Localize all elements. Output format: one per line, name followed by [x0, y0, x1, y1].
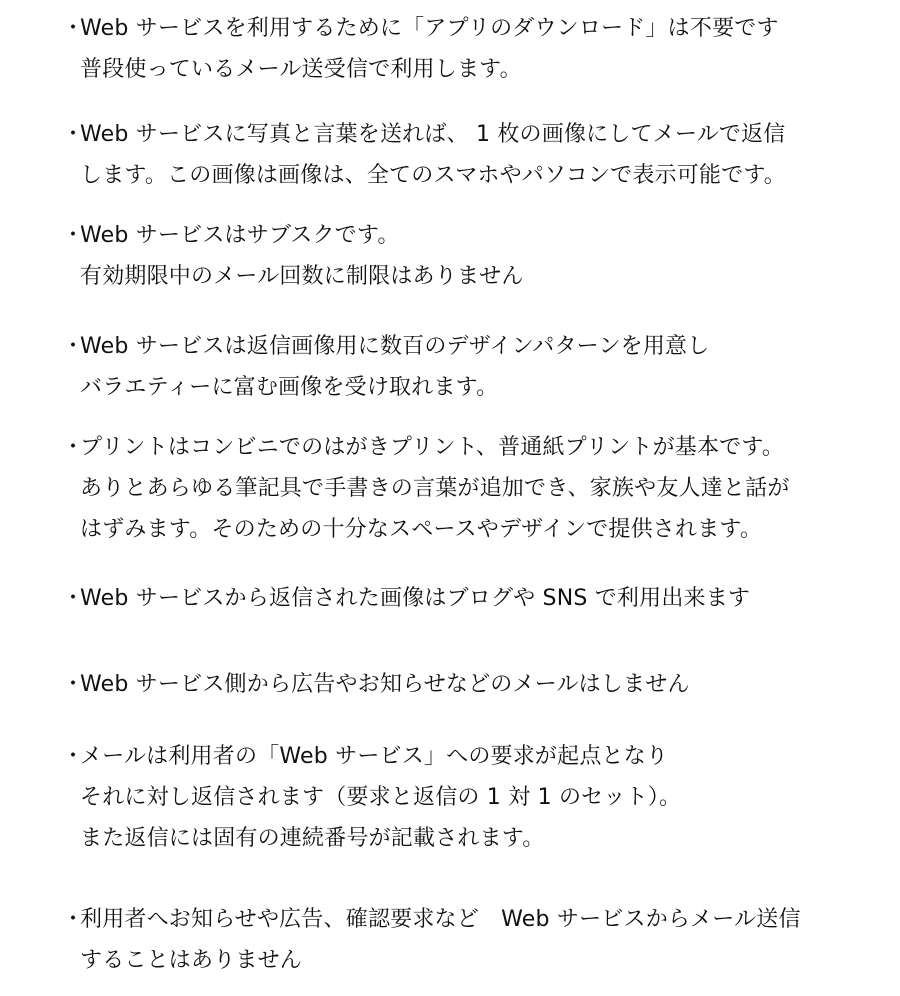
- list-item: [62, 326, 862, 408]
- list-item: [62, 215, 862, 297]
- item-text-line: バラエティーに富む画像を受け取れます。: [80, 375, 499, 400]
- item-text-line: Web サービスに写真と言葉を送れば、 1 枚の画像にしてメールで返信: [80, 122, 786, 147]
- bullet-glyph: ・: [62, 744, 85, 769]
- item-text-line: 普段使っているメール送受信で利用します。: [80, 57, 522, 82]
- item-text-line: それに対し返信されます（要求と返信の 1 対 1 のセット）。: [80, 785, 682, 810]
- item-text-line: Web サービス側から広告やお知らせなどのメールはしません: [80, 672, 690, 697]
- item-text-line: はずみます。そのための十分なスペースやデザインで提供されます。: [80, 517, 763, 542]
- bullet-glyph: ・: [62, 435, 85, 460]
- item-text-line: します。この画像は画像は、全てのスマホやパソコンで表示可能です。: [80, 163, 787, 188]
- item-text-line: 有効期限中のメール回数に制限はありません: [80, 264, 524, 289]
- list-item: [62, 8, 862, 90]
- list-item: [62, 427, 862, 550]
- item-text-line: することはありません: [80, 948, 303, 973]
- item-text-line: メールは利用者の「Web サービス」への要求が起点となり: [80, 744, 669, 769]
- list-item: [62, 664, 862, 705]
- bullet-glyph: ・: [62, 672, 85, 697]
- bullet-glyph: ・: [62, 586, 85, 611]
- item-text-line: Web サービスは返信画像用に数百のデザインパターンを用意し: [80, 334, 710, 359]
- list-item: [62, 114, 862, 196]
- list-item: [62, 736, 862, 859]
- list-item: [62, 899, 862, 981]
- item-text-line: 利用者へお知らせや広告、確認要求など Web サービスからメール送信: [80, 907, 801, 932]
- item-text-line: Web サービスはサブスクです。: [80, 223, 400, 248]
- bullet-glyph: ・: [62, 907, 85, 932]
- item-text-line: Web サービスから返信された画像はブログや SNS で利用出来ます: [80, 586, 751, 611]
- bullet-glyph: ・: [62, 334, 85, 359]
- item-text-line: プリントはコンビニでのはがきプリント、普通紙プリントが基本です。: [80, 435, 785, 460]
- item-text-line: Web サービスを利用するために「アプリのダウンロード」は不要です: [80, 16, 779, 41]
- bullet-glyph: ・: [62, 122, 85, 147]
- item-text-line: また返信には固有の連続番号が記載されます。: [80, 826, 545, 851]
- list-item: [62, 578, 862, 619]
- bullet-glyph: ・: [62, 223, 85, 248]
- bullet-glyph: ・: [62, 16, 85, 41]
- item-text-line: ありとあらゆる筆記具で手書きの言葉が追加でき、家族や友人達と話が: [80, 476, 790, 501]
